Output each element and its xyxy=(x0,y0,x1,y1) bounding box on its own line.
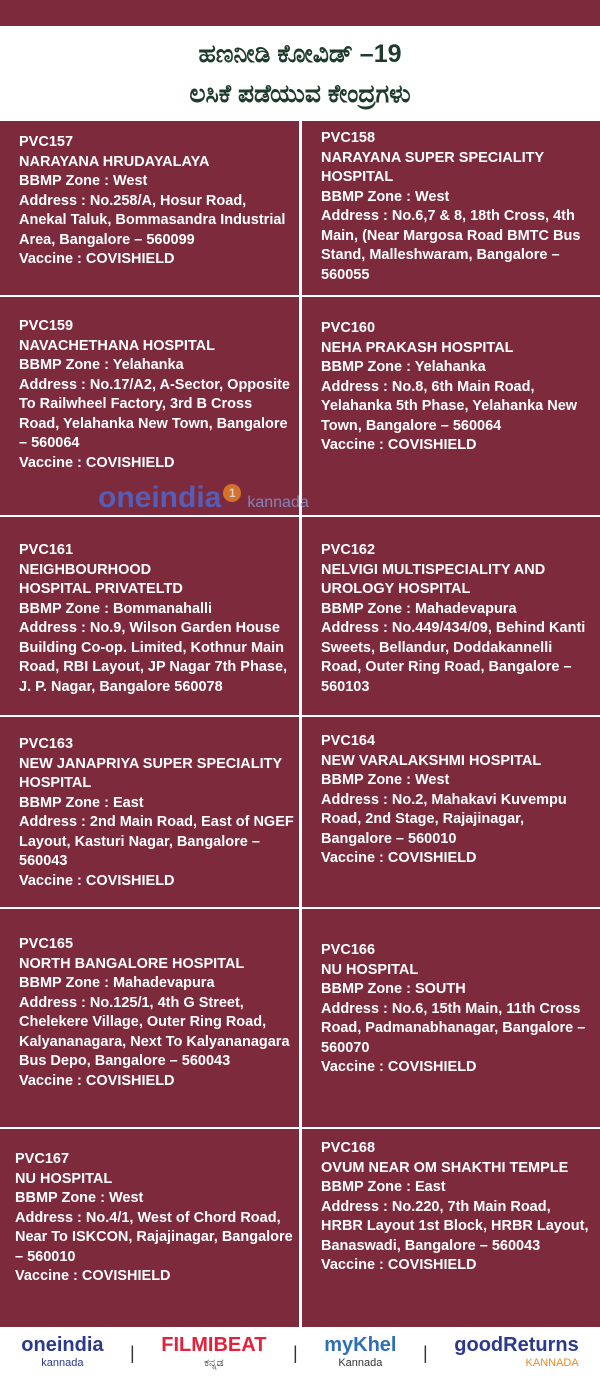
separator: | xyxy=(423,1343,428,1363)
footer-logos xyxy=(0,1327,600,1380)
center-card xyxy=(302,909,600,1127)
center-details: NEHA PRAKASH HOSPITAL BBMP Zone : Yelahanka Address : No.8, 6th Main Road, Yelahanka 5th Phase, Yelahanka New Town, Bangalore – 560064 Vaccine : COVISHIELD xyxy=(321,339,578,453)
center-id: PVC168 xyxy=(321,1140,376,1156)
center-id: PVC158 xyxy=(321,130,376,146)
center-id: PVC163 xyxy=(19,736,74,752)
separator: | xyxy=(293,1343,298,1363)
oneindia-logo[interactable]: oneindia kannada xyxy=(21,1333,104,1369)
center-card xyxy=(0,1129,299,1327)
center-card xyxy=(0,717,299,907)
center-id: PVC162 xyxy=(321,542,376,558)
center-details: NU HOSPITAL BBMP Zone : West Address : No.4/1, West of Chord Road, Near To ISKCON, Rajajinagar, Bangalore – 560010 Vaccine : COVISHIELD xyxy=(15,1170,293,1284)
watermark-sub: kannada xyxy=(247,494,309,511)
filmibeat-logo[interactable]: FILMIBEAT ಕನ್ನಡ xyxy=(161,1333,267,1369)
center-details: NEIGHBOURHOOD HOSPITAL PRIVATELTD BBMP Zone : Bommanahalli Address : No.9, Wilson Garden House Building Co-op. Limited, Kothnur Main Road, RBI Layout, JP Nagar 7th Phase, J. P. Nagar, Bangalore 560078 xyxy=(19,561,288,695)
center-card xyxy=(0,909,299,1127)
center-details: NARAYANA HRUDAYALAYA BBMP Zone : West Address : No.258/A, Hosur Road, Anekal Taluk, Bommasandra Industrial Area, Bangalore – 560099 Vaccine : COVISHIELD xyxy=(19,153,286,267)
goodreturns-logo[interactable]: goodReturns KANNADA xyxy=(454,1333,579,1369)
separator: | xyxy=(130,1343,135,1363)
oneindia-watermark xyxy=(98,482,309,514)
center-id: PVC164 xyxy=(321,733,376,749)
watermark-badge: 1 xyxy=(223,484,241,502)
center-details: NAVACHETHANA HOSPITAL BBMP Zone : Yelahanka Address : No.17/A2, A-Sector, Opposite To Railwheel Factory, 3rd B Cross Road, Yelahanka New Town, Bangalore – 560064 Vaccine : COVISHIELD xyxy=(19,337,290,471)
center-details: NU HOSPITAL BBMP Zone : SOUTH Address : No.6, 15th Main, 11th Cross Road, Padmanabhanagar, Bangalore – 560070 Vaccine : COVISHIELD xyxy=(321,961,586,1075)
center-id: PVC159 xyxy=(19,318,74,334)
watermark-brand: oneindia xyxy=(98,481,222,514)
center-card xyxy=(302,717,600,907)
title-line-1: ಹಣನೀಡಿ ಕೋವಿಡ್ –19 xyxy=(198,40,402,68)
page-header xyxy=(0,26,600,120)
center-details: NEW VARALAKSHMI HOSPITAL BBMP Zone : West Address : No.2, Mahakavi Kuvempu Road, 2nd Stage, Rajajinagar, Bangalore – 560010 Vaccine : COVISHIELD xyxy=(321,752,567,866)
center-details: NARAYANA SUPER SPECIALITY HOSPITAL BBMP Zone : West Address : No.6,7 & 8, 18th Cross, 4th Main, (Near Margosa Road BMTC Bus Stand, Malleshwaram, Bangalore – 560055 xyxy=(321,149,581,283)
center-details: NORTH BANGALORE HOSPITAL BBMP Zone : Mahadevapura Address : No.125/1, 4th G Street, Chelekere Village, Outer Ring Road, Kalyananagara, Next To Kalyananagara Bus Depo, Bangalore – 560043 Vaccine : COVISHIELD xyxy=(19,955,290,1089)
title-line-2: ಲಸಿಕೆ ಪಡೆಯುವ ಕೇಂದ್ರಗಳು xyxy=(189,80,411,108)
center-id: PVC161 xyxy=(19,542,74,558)
center-details: NEW JANAPRIYA SUPER SPECIALITY HOSPITAL BBMP Zone : East Address : 2nd Main Road, East of NGEF Layout, Kasturi Nagar, Bangalore – 560043 Vaccine : COVISHIELD xyxy=(19,755,294,889)
top-band xyxy=(0,0,600,26)
center-card xyxy=(0,121,299,295)
centers-grid xyxy=(0,120,600,1327)
center-id: PVC167 xyxy=(15,1151,70,1167)
center-id: PVC166 xyxy=(321,942,376,958)
center-id: PVC165 xyxy=(19,936,74,952)
center-id: PVC160 xyxy=(321,320,376,336)
center-details: NELVIGI MULTISPECIALITY AND UROLOGY HOSPITAL BBMP Zone : Mahadevapura Address : No.449/434/09, Behind Kanti Sweets, Bellandur, Doddakannelli Road, Outer Ring Road, Bangalore – 560103 xyxy=(321,561,586,695)
center-card xyxy=(302,517,600,715)
center-card xyxy=(302,121,600,295)
center-card xyxy=(302,297,600,515)
center-card xyxy=(302,1129,600,1327)
center-id: PVC157 xyxy=(19,134,74,150)
center-card xyxy=(0,517,299,715)
center-details: OVUM NEAR OM SHAKTHI TEMPLE BBMP Zone : East Address : No.220, 7th Main Road, HRBR Layout 1st Block, HRBR Layout, Banaswadi, Bangalore – 560043 Vaccine : COVISHIELD xyxy=(321,1159,589,1273)
mykhel-logo[interactable]: myKhel Kannada xyxy=(324,1333,397,1369)
